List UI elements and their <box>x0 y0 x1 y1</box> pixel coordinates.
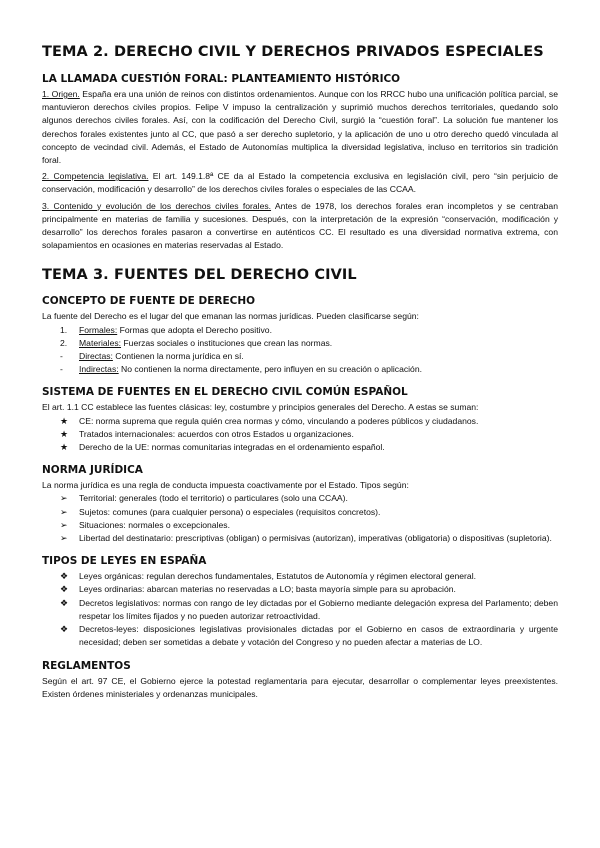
diamond-icon: ❖ <box>60 571 69 582</box>
contenido-paragraph <box>42 200 558 253</box>
arrow-icon: ➢ <box>60 506 68 517</box>
list-item <box>42 597 558 623</box>
item-text: CE: norma suprema que regula quién crea normas y cómo, vinculando a poderes públicos y ciudadanos. <box>79 415 479 426</box>
item-label: Directas: <box>79 351 113 362</box>
sistema-intro: El art. 1.1 CC establece las fuentes clásicas: ley, costumbre y principios generales del Derecho. A estas se suman: <box>42 402 479 413</box>
reglamentos-text: Según el art. 97 CE, el Gobierno ejerce la potestad reglamentaria para ejecutar, desarrollar o complementar leyes preexistentes. Existen órdenes ministeriales y ordenanzas municipales. <box>42 675 558 699</box>
list-item <box>42 570 558 583</box>
item-text: Libertad del destinatario: prescriptivas (obligan) o permisivas (autorizan), imperativas (obligatoria) o dispositivas (supletoria). <box>79 533 552 544</box>
tipos-heading: TIPOS DE LEYES EN ESPAÑA <box>42 555 207 568</box>
concepto-intro: La fuente del Derecho es el lugar del que emanan las normas jurídicas. Pueden clasificarse según: <box>42 311 419 322</box>
item-label: Formales: <box>79 324 118 335</box>
contenido-text: Antes de 1978, los derechos forales eran incompletos y se centraban principalmente en materias de familia y sucesiones. Después, con la interpretación de la expresión “conservación, modificación y desarrollo” los derechos forales pasaron a convertirse en auténticos CC. El resultado es una diversidad normativa extrema, con solapamientos en ocasiones en materias reservadas al Estado. <box>42 200 558 251</box>
item-text: Situaciones: normales o excepcionales. <box>79 519 230 530</box>
diamond-icon: ❖ <box>60 584 69 595</box>
sistema-heading: SISTEMA DE FUENTES EN EL DERECHO CIVIL COMÚN ESPAÑOL <box>42 386 408 399</box>
list-marker: - <box>60 364 63 375</box>
item-text: Decretos-leyes: disposiciones legislativas provisionales dictadas por el Gobierno en casos de extraordinaria y urgente necesidad; deben ser sometidas a debate y votación del Congreso y no pueden afectar a materias de LO. <box>79 624 558 648</box>
list-item <box>42 415 558 428</box>
list-item <box>42 506 558 519</box>
sistema-list <box>42 415 558 455</box>
arrow-icon: ➢ <box>60 533 68 544</box>
norma-heading: NORMA JURÍDICA <box>42 464 143 477</box>
list-marker: 1. <box>60 324 68 335</box>
star-icon: ★ <box>60 428 69 439</box>
list-item <box>42 337 558 350</box>
diamond-icon: ❖ <box>60 624 69 635</box>
item-text: Contienen la norma jurídica en sí. <box>112 351 244 362</box>
item-label: Materiales: <box>79 337 122 348</box>
origen-text: España era una unión de reinos con distintos ordenamientos. Aunque con los RRCC hubo una unificación política parcial, se mantuvieron derechos civiles propios. Felipe V impuso la centralización y suprimió muchos derechos territoriales, quedando solo algunos derechos civiles forales. Así, con la codificación del Derecho Civil, surgió la “cuestión foral”. La solución fue mantener los derechos forales existentes junto al CC, que pasó a ser derecho supletorio, y la aplicación de uno u otro derecho quedó vinculada al concepto de vecindad civil. Además, el Estado de Autonomías multiplica la diversidad legislativa, incluso en territorios sin tradición foral. <box>42 89 558 166</box>
arrow-icon: ➢ <box>60 493 68 504</box>
list-item <box>42 583 558 596</box>
origen-label: 1. Origen. <box>42 89 80 99</box>
item-text: Leyes ordinarias: abarcan materias no reservadas a LO; basta mayoría simple para su aprobación. <box>79 584 456 595</box>
list-item <box>42 492 558 505</box>
list-item <box>42 324 558 337</box>
tema3-title: TEMA 3. FUENTES DEL DERECHO CIVIL <box>42 267 357 284</box>
item-text: Leyes orgánicas: regulan derechos fundamentales, Estatutos de Autonomía y régimen electoral general. <box>79 571 476 582</box>
tema2-title: TEMA 2. DERECHO CIVIL Y DERECHOS PRIVADOS ESPECIALES <box>42 44 544 60</box>
list-item <box>42 441 558 454</box>
competencia-paragraph <box>42 170 558 196</box>
concepto-heading: CONCEPTO DE FUENTE DE DERECHO <box>42 295 256 308</box>
list-item <box>42 363 558 376</box>
list-item <box>42 428 558 441</box>
list-item <box>42 519 558 532</box>
item-text: Decretos legislativos: normas con rango de ley dictadas por el Gobierno mediante delegación expresa del Parlamento; deben respetar los límites fijados y no pueden autorizar retroactividad. <box>79 597 558 621</box>
concepto-list <box>42 324 558 377</box>
cuestion-foral-heading: LA LLAMADA CUESTIÓN FORAL: PLANTEAMIENTO HISTÓRICO <box>42 73 401 85</box>
list-item <box>42 623 558 649</box>
diamond-icon: ❖ <box>60 597 69 608</box>
list-item <box>42 350 558 363</box>
item-text: Sujetos: comunes (para cualquier persona) o especiales (requisitos concretos). <box>79 506 381 517</box>
list-item <box>42 532 558 545</box>
list-marker: - <box>60 351 63 362</box>
item-text: Fuerzas sociales o instituciones que crean las normas. <box>121 337 333 348</box>
star-icon: ★ <box>60 415 69 426</box>
competencia-label: 2. Competencia legislativa. <box>42 171 149 182</box>
norma-list <box>42 492 558 545</box>
item-text: Tratados internacionales: acuerdos con otros Estados u organizaciones. <box>79 428 354 439</box>
item-label: Indirectas: <box>79 364 119 375</box>
list-marker: 2. <box>60 337 68 348</box>
norma-intro: La norma jurídica es una regla de conducta impuesta coactivamente por el Estado. Tipos según: <box>42 480 409 491</box>
competencia-text: El art. 149.1.8ª CE da al Estado la competencia exclusiva en legislación civil, pero “sin perjuicio de conservación, modificación y desarrollo” de los derechos civiles forales o especiales de las CCAA. <box>42 171 558 195</box>
item-text: Formas que adopta el Derecho positivo. <box>117 324 272 335</box>
arrow-icon: ➢ <box>60 519 68 530</box>
contenido-label: 3. Contenido y evolución de los derechos civiles forales. <box>42 200 272 211</box>
tipos-list <box>42 570 558 649</box>
item-text: Derecho de la UE: normas comunitarias integradas en el ordenamiento español. <box>79 442 385 453</box>
star-icon: ★ <box>60 442 69 453</box>
reglamentos-heading: REGLAMENTOS <box>42 659 131 672</box>
item-text: Territorial: generales (todo el territorio) o particulares (solo una CCAA). <box>79 493 348 504</box>
origen-paragraph <box>42 88 558 167</box>
item-text: No contienen la norma directamente, pero influyen en su creación o aplicación. <box>118 364 423 375</box>
